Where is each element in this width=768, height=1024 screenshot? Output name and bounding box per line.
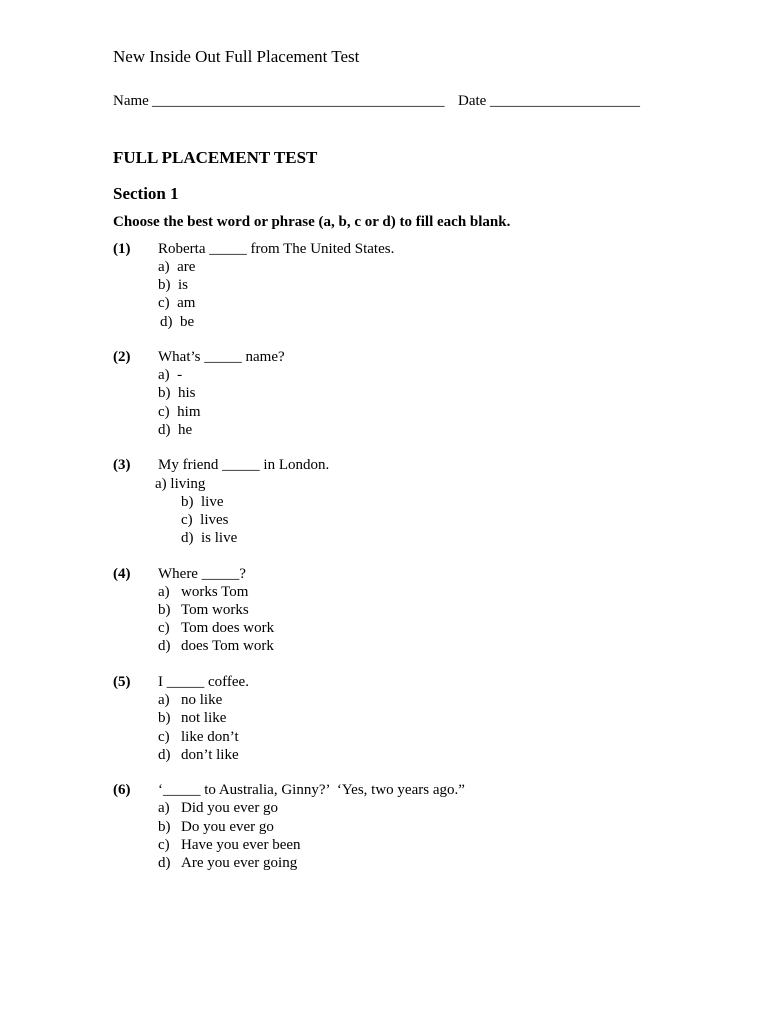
option-a-letter[interactable]: a) — [158, 800, 170, 816]
question-number: (5) — [113, 674, 131, 690]
option-a[interactable]: a) living — [155, 476, 206, 492]
option-d[interactable]: d) be — [160, 314, 195, 330]
question-text: Where _____? — [158, 566, 246, 582]
option-c[interactable]: c) him — [158, 404, 201, 420]
option-c-letter[interactable]: c) — [158, 837, 170, 853]
option-a-letter[interactable]: a) — [158, 692, 170, 708]
question-text: Roberta _____ from The United States. — [158, 241, 395, 257]
question-number: (2) — [113, 349, 131, 365]
option-a-text[interactable]: works Tom — [181, 584, 249, 600]
option-d-text[interactable]: don’t like — [181, 747, 239, 763]
name-label: Name — [113, 93, 149, 109]
question-number: (3) — [113, 457, 131, 473]
option-d-letter[interactable]: d) — [158, 638, 171, 654]
question-text: I _____ coffee. — [158, 674, 249, 690]
option-d-letter[interactable]: d) — [158, 747, 171, 763]
option-c-letter[interactable]: c) — [158, 729, 170, 745]
option-b-letter[interactable]: b) — [158, 710, 171, 726]
option-d-text[interactable]: Are you ever going — [181, 855, 298, 871]
option-c[interactable]: c) am — [158, 295, 196, 311]
option-c-text[interactable]: Have you ever been — [181, 837, 301, 853]
option-b[interactable]: b) his — [158, 385, 196, 401]
option-a[interactable]: a) - — [158, 367, 183, 383]
question-text: ‘_____ to Australia, Ginny?’ ‘Yes, two years ago.” — [158, 782, 465, 798]
option-a[interactable]: a) are — [158, 259, 196, 275]
question-number: (1) — [113, 241, 131, 257]
option-c-text[interactable]: Tom does work — [181, 620, 275, 636]
question-number: (6) — [113, 782, 131, 798]
option-b-text[interactable]: Do you ever go — [181, 819, 274, 835]
test-title: FULL PLACEMENT TEST — [113, 148, 318, 167]
date-blank[interactable]: ____________________ — [490, 93, 640, 109]
option-b[interactable]: b) is — [158, 277, 188, 293]
option-c-letter[interactable]: c) — [158, 620, 170, 636]
option-b-text[interactable]: not like — [181, 710, 227, 726]
option-b-text[interactable]: Tom works — [181, 602, 249, 618]
option-b-letter[interactable]: b) — [158, 819, 171, 835]
option-a-text[interactable]: Did you ever go — [181, 800, 279, 816]
option-d[interactable]: d) is live — [181, 530, 238, 546]
document-header: New Inside Out Full Placement Test — [113, 47, 360, 66]
option-a-letter[interactable]: a) — [158, 584, 170, 600]
option-a-text[interactable]: no like — [181, 692, 223, 708]
date-label: Date — [458, 93, 487, 109]
question-text: My friend _____ in London. — [158, 457, 330, 473]
section-title: Section 1 — [113, 184, 179, 203]
option-c[interactable]: c) lives — [181, 512, 229, 528]
question-text: What’s _____ name? — [158, 349, 285, 365]
option-d-letter[interactable]: d) — [158, 855, 171, 871]
question-number: (4) — [113, 566, 131, 582]
option-d-text[interactable]: does Tom work — [181, 638, 274, 654]
option-c-text[interactable]: like don’t — [181, 729, 239, 745]
instructions: Choose the best word or phrase (a, b, c or d) to fill each blank. — [113, 214, 511, 230]
option-b-letter[interactable]: b) — [158, 602, 171, 618]
name-blank[interactable]: _______________________________________ — [152, 93, 445, 109]
option-b[interactable]: b) live — [181, 494, 224, 510]
option-d[interactable]: d) he — [158, 422, 193, 438]
